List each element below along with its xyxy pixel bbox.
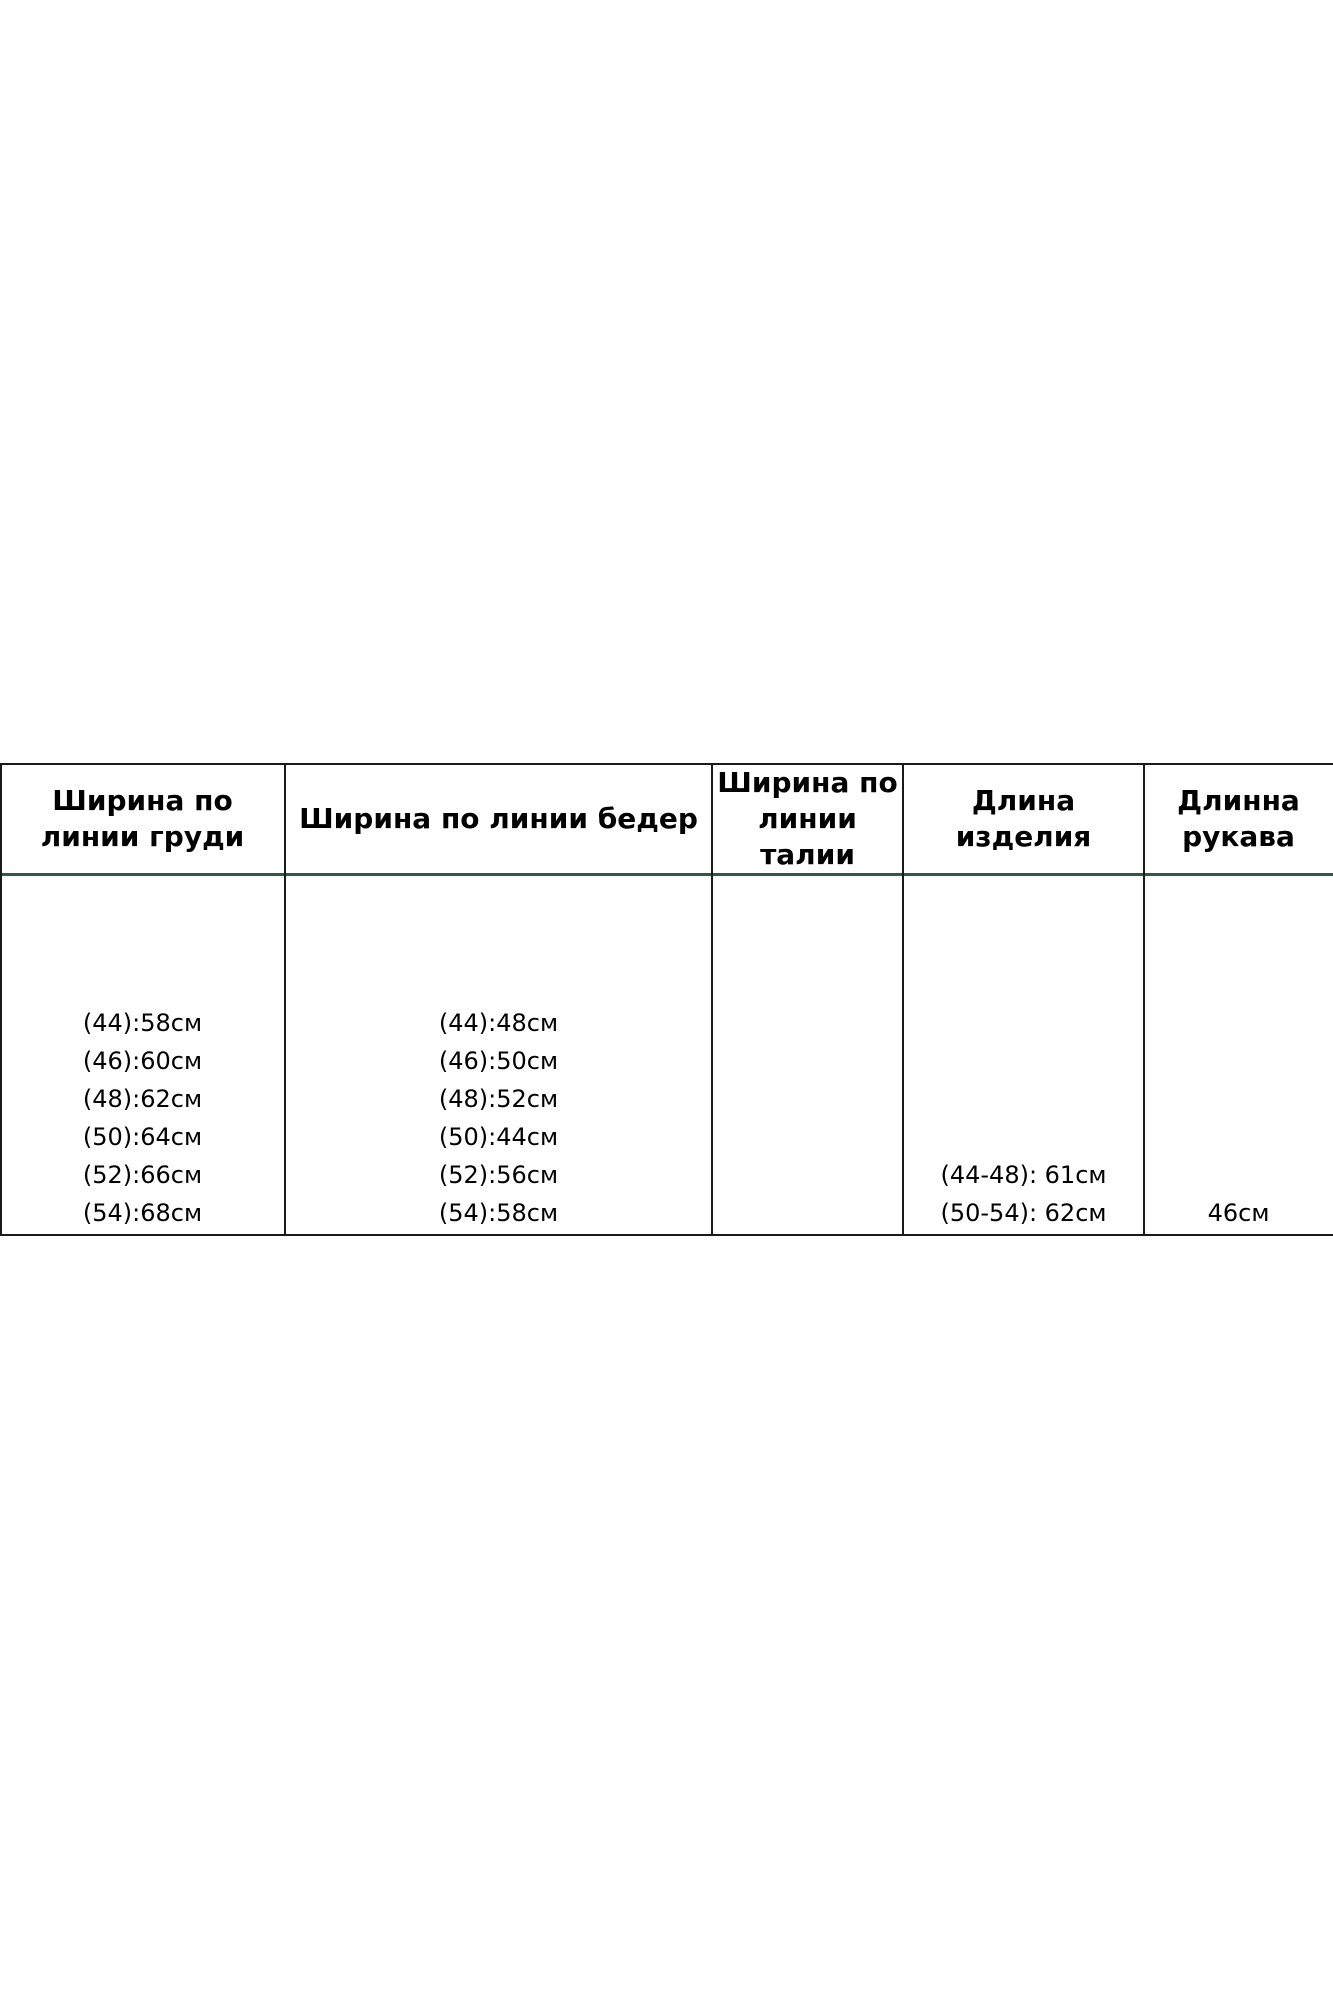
column-divider (1143, 763, 1145, 1236)
hip-value: (44):48см (438, 1009, 559, 1037)
garment-length-values (903, 874, 1144, 1236)
header-garment-length-label: Длина изделия (955, 783, 1092, 853)
header-garment-length (903, 763, 1144, 874)
hip-value: (54):58см (438, 1199, 559, 1227)
sleeve-length-values (1144, 874, 1333, 1236)
chest-value: (44):58см (82, 1009, 203, 1037)
header-hip-width (285, 763, 712, 874)
hip-value: (48):52см (438, 1085, 559, 1113)
chest-value: (52):66см (82, 1161, 203, 1189)
chest-value: (54):68см (82, 1199, 203, 1227)
chest-value: (50):64см (82, 1123, 203, 1151)
chest-width-values (0, 874, 285, 1236)
header-sleeve-length-label: Длинна рукава (1177, 783, 1300, 853)
header-divider (0, 873, 1333, 876)
header-chest-width (0, 763, 285, 874)
length-value: (44-48): 61см (940, 1161, 1107, 1189)
hip-value: (46):50см (438, 1047, 559, 1075)
hip-value: (50):44см (438, 1123, 559, 1151)
size-table (0, 763, 1333, 1236)
header-waist-width-label: Ширина по линии талии (717, 765, 898, 871)
header-waist-width (712, 763, 903, 874)
table-bottom-border (0, 1234, 1333, 1236)
column-divider (284, 763, 286, 1236)
chest-value: (48):62см (82, 1085, 203, 1113)
hip-width-values (285, 874, 712, 1236)
header-hip-width-label: Ширина по линии бедер (299, 801, 698, 835)
sleeve-value: 46см (1207, 1199, 1270, 1227)
waist-width-values (712, 874, 903, 1236)
table-top-border (0, 763, 1333, 765)
chest-value: (46):60см (82, 1047, 203, 1075)
hip-value: (52):56см (438, 1161, 559, 1189)
column-divider (902, 763, 904, 1236)
length-value: (50-54): 62см (940, 1199, 1107, 1227)
column-divider (711, 763, 713, 1236)
header-sleeve-length (1144, 763, 1333, 874)
column-divider (0, 763, 2, 1236)
header-chest-width-label: Ширина по линии груди (40, 783, 245, 853)
